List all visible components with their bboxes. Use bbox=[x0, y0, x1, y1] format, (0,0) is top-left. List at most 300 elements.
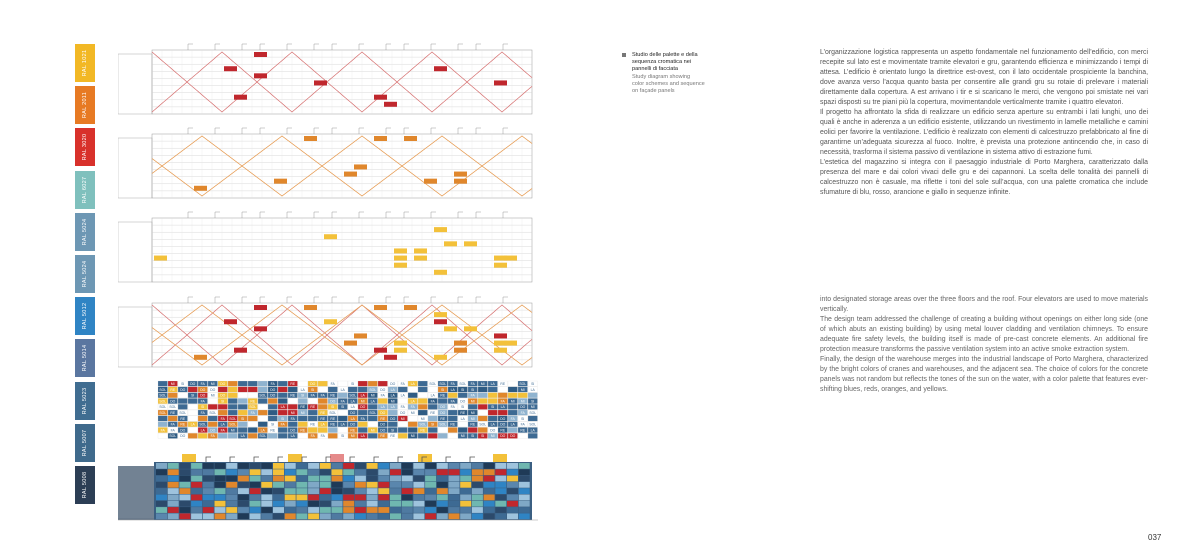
highlighted-panel bbox=[494, 341, 507, 346]
facade-panel bbox=[343, 507, 354, 513]
chimney bbox=[287, 212, 292, 218]
facade-panel bbox=[484, 488, 495, 494]
note-label: RE bbox=[300, 428, 306, 433]
facade-panel bbox=[355, 501, 366, 507]
highlighted-panel bbox=[394, 248, 407, 253]
facade-panel bbox=[449, 501, 460, 507]
facade-panel bbox=[413, 463, 424, 469]
facade-panel bbox=[437, 463, 448, 469]
note-panel bbox=[208, 422, 218, 427]
facade-panel bbox=[390, 476, 401, 482]
note-panel bbox=[478, 416, 488, 421]
facade-panel bbox=[484, 513, 495, 519]
facade-panel bbox=[168, 482, 179, 488]
note-panel bbox=[498, 410, 508, 415]
facade-panel bbox=[449, 495, 460, 501]
note-panel bbox=[238, 422, 248, 427]
note-panel bbox=[248, 416, 258, 421]
facade-panel bbox=[413, 488, 424, 494]
note-panel bbox=[518, 393, 528, 398]
note-label: DO bbox=[390, 382, 396, 386]
note-label: DO bbox=[210, 387, 216, 392]
facade-panel bbox=[250, 463, 261, 469]
chimney bbox=[287, 44, 292, 50]
note-label: LA bbox=[400, 393, 405, 398]
note-label: RE bbox=[440, 416, 446, 421]
highlighted-panel bbox=[454, 341, 467, 346]
facade-panel bbox=[507, 469, 518, 475]
swatch-label: RAL 5023 bbox=[82, 387, 88, 414]
note-label: DO bbox=[380, 411, 386, 415]
highlighted-panel bbox=[494, 263, 507, 268]
highlighted-panel bbox=[434, 270, 447, 275]
note-panel bbox=[278, 393, 288, 398]
note-panel bbox=[298, 422, 308, 427]
facade-panel bbox=[437, 482, 448, 488]
highlighted-panel bbox=[304, 305, 317, 310]
note-panel bbox=[338, 410, 348, 415]
chimney bbox=[503, 128, 508, 134]
note-panel bbox=[208, 416, 218, 421]
chimney bbox=[215, 128, 220, 134]
chimney bbox=[458, 44, 463, 50]
facade-panel bbox=[156, 507, 167, 513]
facade-panel bbox=[168, 488, 179, 494]
note-label: SOL bbox=[159, 399, 167, 404]
note-panel bbox=[268, 433, 278, 438]
facade-panel bbox=[402, 476, 413, 482]
facade-panel bbox=[460, 495, 471, 501]
note-label: LA bbox=[350, 405, 355, 410]
note-panel bbox=[418, 393, 428, 398]
note-label: SI bbox=[441, 387, 445, 392]
note-panel bbox=[248, 393, 258, 398]
note-label: RE bbox=[170, 411, 176, 415]
facade-panel bbox=[484, 482, 495, 488]
note-label: FA bbox=[450, 399, 455, 404]
note-panel bbox=[458, 393, 468, 398]
note-label: MI bbox=[470, 411, 475, 415]
note-label: DO bbox=[170, 399, 176, 404]
paragraph: The design team addressed the challenge of creating a building without openings on either long side (one of which abuts an existing building) by using metal louver cladding and ventilation chimneys. To ensure adequate fire safety levels, the building itself is made of pre-cast concrete elements. An additional fire protection measure transforms the passive ventilation system into an active smoke extraction system. bbox=[820, 316, 1148, 353]
note-panel bbox=[458, 422, 468, 427]
note-label: FA bbox=[470, 393, 475, 398]
note-panel bbox=[288, 404, 298, 409]
caption-english: Study diagram showing color schemes and sequence on façade panels bbox=[632, 73, 705, 95]
facade-panel bbox=[484, 495, 495, 501]
note-panel bbox=[158, 416, 168, 421]
note-label: DO bbox=[440, 405, 446, 410]
facade-panel bbox=[437, 501, 448, 507]
note-panel bbox=[248, 381, 258, 386]
note-label: SI bbox=[241, 416, 245, 421]
facade-panel bbox=[472, 488, 483, 494]
highlighted-panel bbox=[444, 326, 457, 331]
facade-panel bbox=[226, 507, 237, 513]
highlighted-panel bbox=[434, 312, 447, 317]
facade-panel bbox=[168, 513, 179, 519]
note-label: FA bbox=[280, 422, 285, 427]
highlighted-panel bbox=[434, 227, 447, 232]
note-panel bbox=[308, 416, 318, 421]
highlighted-panel bbox=[194, 186, 207, 191]
note-label: MI bbox=[360, 399, 365, 404]
note-label: LA bbox=[380, 405, 385, 410]
note-label: MI bbox=[420, 416, 425, 421]
facade-panel bbox=[261, 469, 272, 475]
note-label: LA bbox=[390, 405, 395, 410]
highlighted-panel bbox=[194, 355, 207, 360]
facade-panel bbox=[413, 495, 424, 501]
note-panel bbox=[478, 427, 488, 432]
highlighted-panel bbox=[464, 326, 477, 331]
note-panel bbox=[528, 393, 538, 398]
note-panel bbox=[288, 387, 298, 392]
facade-panel bbox=[495, 476, 506, 482]
note-label: LA bbox=[200, 428, 205, 433]
chimney bbox=[374, 457, 379, 462]
facade-panel bbox=[402, 469, 413, 475]
side-volume bbox=[118, 138, 152, 198]
chimney bbox=[458, 212, 463, 218]
note-label: MI bbox=[290, 411, 295, 415]
note-label: SI bbox=[331, 405, 335, 410]
note-label: SOL bbox=[459, 382, 467, 386]
facade-panel bbox=[495, 501, 506, 507]
facade-panel bbox=[332, 469, 343, 475]
note-label: RE bbox=[170, 387, 176, 392]
facade-panel bbox=[179, 476, 190, 482]
note-label: MI bbox=[530, 405, 535, 410]
swatch-label: RAL 5024 bbox=[82, 260, 88, 288]
note-label: FA bbox=[320, 393, 325, 398]
chimney bbox=[359, 128, 364, 134]
highlighted-panel bbox=[224, 66, 237, 71]
note-label: FA bbox=[400, 382, 405, 386]
note-label: MI bbox=[400, 416, 405, 421]
chimney bbox=[242, 297, 247, 303]
facade-panel bbox=[203, 501, 214, 507]
note-panel bbox=[398, 422, 408, 427]
note-label: DO bbox=[460, 399, 466, 404]
note-label: LA bbox=[490, 382, 495, 386]
facade-panel bbox=[460, 469, 471, 475]
facade-panel bbox=[390, 513, 401, 519]
facade-panel bbox=[507, 495, 518, 501]
facade-panel bbox=[495, 507, 506, 513]
note-label: SOL bbox=[249, 405, 257, 410]
facade-panel bbox=[460, 482, 471, 488]
facade-panel bbox=[238, 469, 249, 475]
facade-panel bbox=[320, 513, 331, 519]
note-panel bbox=[468, 404, 478, 409]
note-label: FA bbox=[250, 411, 255, 415]
note-label: SI bbox=[351, 382, 355, 386]
facade-panel bbox=[332, 482, 343, 488]
facade-panel bbox=[191, 513, 202, 519]
facade-panel bbox=[320, 507, 331, 513]
facade-panel bbox=[203, 488, 214, 494]
note-panel bbox=[258, 410, 268, 415]
note-label: RE bbox=[430, 411, 436, 415]
facade-panel bbox=[261, 507, 272, 513]
note-panel bbox=[238, 398, 248, 403]
facade-panel bbox=[507, 463, 518, 469]
facade-panel bbox=[332, 488, 343, 494]
facade-panel bbox=[296, 463, 307, 469]
note-label: MI bbox=[210, 382, 215, 386]
note-panel bbox=[288, 398, 298, 403]
color-swatch bbox=[75, 128, 95, 166]
chimney bbox=[188, 297, 193, 303]
color-swatch bbox=[75, 213, 95, 251]
facade-panel bbox=[156, 495, 167, 501]
note-panel bbox=[338, 381, 348, 386]
chimney bbox=[215, 212, 220, 218]
chimney bbox=[386, 128, 391, 134]
chimney bbox=[332, 128, 337, 134]
highlighted-panel bbox=[494, 333, 507, 338]
facade-panel bbox=[449, 463, 460, 469]
note-label: SI bbox=[181, 382, 185, 386]
note-panel bbox=[248, 387, 258, 392]
note-panel bbox=[338, 416, 348, 421]
note-panel bbox=[248, 427, 258, 432]
chimney bbox=[386, 44, 391, 50]
note-label: SOL bbox=[429, 382, 437, 386]
note-panel bbox=[338, 393, 348, 398]
chimney bbox=[359, 44, 364, 50]
note-panel bbox=[508, 410, 518, 415]
note-panel bbox=[278, 410, 288, 415]
elevation-red-sequence bbox=[118, 40, 538, 116]
facade-panel bbox=[437, 513, 448, 519]
note-panel bbox=[508, 393, 518, 398]
note-panel bbox=[258, 387, 268, 392]
facade-panel bbox=[320, 488, 331, 494]
note-label: FA bbox=[410, 405, 415, 410]
facade-panel bbox=[484, 469, 495, 475]
note-label: FA bbox=[160, 428, 165, 433]
highlighted-panel bbox=[254, 73, 267, 78]
note-label: DO bbox=[200, 393, 206, 398]
note-label: FA bbox=[200, 399, 205, 404]
facade-panel bbox=[460, 501, 471, 507]
note-label: SOL bbox=[179, 411, 187, 415]
facade-panel bbox=[238, 513, 249, 519]
highlighted-panel bbox=[394, 341, 407, 346]
facade-panel bbox=[226, 469, 237, 475]
facade-panel bbox=[378, 469, 389, 475]
chimney bbox=[215, 44, 220, 50]
highlighted-panel bbox=[424, 179, 437, 184]
swatch-label: RAL 5024 bbox=[82, 218, 88, 246]
note-label: DO bbox=[290, 428, 296, 433]
note-panel bbox=[488, 387, 498, 392]
note-panel bbox=[188, 387, 198, 392]
facade-panel bbox=[449, 482, 460, 488]
note-panel bbox=[268, 398, 278, 403]
facade-panel bbox=[215, 513, 226, 519]
note-panel bbox=[188, 433, 198, 438]
facade-panel bbox=[273, 501, 284, 507]
color-swatch-column bbox=[75, 44, 95, 508]
facade-panel bbox=[495, 495, 506, 501]
note-label: SI bbox=[531, 399, 535, 404]
chimney bbox=[260, 297, 265, 303]
chimney bbox=[386, 212, 391, 218]
facade-panel bbox=[378, 476, 389, 482]
note-panel bbox=[418, 404, 428, 409]
chimney bbox=[404, 212, 409, 218]
facade-panel bbox=[261, 476, 272, 482]
chimney bbox=[446, 457, 451, 462]
highlighted-panel bbox=[464, 241, 477, 246]
note-panel bbox=[478, 398, 488, 403]
facade-panel bbox=[320, 469, 331, 475]
note-label: SOL bbox=[479, 422, 487, 427]
facade-panel bbox=[425, 488, 436, 494]
note-label: LA bbox=[190, 422, 195, 427]
note-label: MI bbox=[210, 393, 215, 398]
note-label: DO bbox=[440, 411, 446, 415]
note-panel bbox=[198, 433, 208, 438]
chimney bbox=[188, 44, 193, 50]
note-panel bbox=[428, 404, 438, 409]
note-label: MI bbox=[300, 411, 305, 415]
facade-panel bbox=[273, 463, 284, 469]
note-label: RE bbox=[500, 382, 506, 386]
facade-panel bbox=[425, 495, 436, 501]
body-text-english bbox=[820, 295, 1148, 395]
facade-panel bbox=[296, 488, 307, 494]
facade-panel bbox=[179, 463, 190, 469]
note-panel bbox=[168, 393, 178, 398]
chimney bbox=[242, 212, 247, 218]
facade-panel bbox=[378, 513, 389, 519]
note-panel bbox=[248, 433, 258, 438]
note-label: DO bbox=[490, 428, 496, 433]
facade-panel bbox=[390, 507, 401, 513]
note-panel bbox=[278, 433, 288, 438]
highlighted-panel bbox=[434, 319, 447, 324]
highlighted-panel bbox=[234, 95, 247, 100]
note-label: LA bbox=[390, 387, 395, 392]
highlighted-panel bbox=[254, 52, 267, 57]
facade-panel bbox=[495, 463, 506, 469]
elevation-yellow-sequence bbox=[118, 208, 538, 284]
note-panel bbox=[388, 422, 398, 427]
note-label: SOL bbox=[209, 411, 217, 415]
facade-panel bbox=[296, 469, 307, 475]
side-volume bbox=[118, 307, 152, 367]
facade-panel bbox=[238, 482, 249, 488]
swatch-label: RAL 5014 bbox=[82, 344, 88, 372]
note-label: MI bbox=[370, 428, 375, 433]
note-label: RE bbox=[180, 416, 186, 421]
facade-panel bbox=[425, 482, 436, 488]
note-panel bbox=[448, 410, 458, 415]
chimney bbox=[431, 44, 436, 50]
facade-panel bbox=[156, 476, 167, 482]
facade-panel bbox=[402, 501, 413, 507]
note-label: RE bbox=[500, 428, 506, 433]
facade-panel bbox=[449, 469, 460, 475]
note-panel bbox=[228, 410, 238, 415]
facade-panel bbox=[449, 488, 460, 494]
rooftop-volume bbox=[418, 454, 432, 462]
note-label: SI bbox=[191, 393, 195, 398]
note-label: LA bbox=[290, 434, 295, 439]
facade-panel bbox=[332, 513, 343, 519]
note-label: MI bbox=[170, 382, 175, 386]
note-label: RE bbox=[440, 393, 446, 398]
note-label: FA bbox=[170, 428, 175, 433]
note-label: SI bbox=[531, 382, 535, 386]
note-panel bbox=[308, 427, 318, 432]
note-label: DO bbox=[360, 405, 366, 410]
facade-panel bbox=[296, 495, 307, 501]
color-swatch bbox=[75, 171, 95, 209]
facade-panel bbox=[168, 476, 179, 482]
note-label: RE bbox=[320, 411, 326, 415]
facade-panel bbox=[355, 488, 366, 494]
rooftop-volume bbox=[288, 454, 302, 462]
highlighted-panel bbox=[384, 355, 397, 360]
facade-panel bbox=[203, 463, 214, 469]
note-label: SI bbox=[341, 405, 345, 410]
facade-panel bbox=[215, 495, 226, 501]
note-panel bbox=[508, 427, 518, 432]
paragraph: Il progetto ha affrontato la sfida di realizzare un edificio senza aperture su entrambi i lati lunghi, uno dei quali è anche in aderenza a un edificio esistente, utilizzando un rivestimento in lamelle metalliche e camini eolici per favorire la ventilazione. L’edificio è realizzato con elementi di calcestruzzo prefabbricato al fine di garantirne un’adeguata sicurezza al fuoco. Inoltre, è prevista una protezione antincendio che, in caso di necessità, trasforma il sistema passivo di ventilazione in sistema attivo di estrazione fumi. bbox=[820, 109, 1148, 156]
note-panel bbox=[168, 416, 178, 421]
note-label: SOL bbox=[259, 393, 267, 398]
facade-panel bbox=[156, 469, 167, 475]
highlighted-panel bbox=[344, 172, 357, 177]
paragraph: into designated storage areas over the three floors and the roof. Four elevators are used to move materials vertically. bbox=[820, 296, 1148, 313]
note-label: RE bbox=[330, 416, 336, 421]
facade-panel bbox=[484, 507, 495, 513]
highlighted-panel bbox=[234, 348, 247, 353]
facade-panel bbox=[449, 513, 460, 519]
facade-panel bbox=[472, 513, 483, 519]
chimney bbox=[206, 457, 211, 462]
note-label: SOL bbox=[199, 422, 207, 427]
facade-panel bbox=[250, 501, 261, 507]
facade-panel bbox=[308, 501, 319, 507]
note-label: DO bbox=[270, 387, 276, 392]
facade-panel bbox=[378, 507, 389, 513]
facade-panel bbox=[425, 463, 436, 469]
note-panel bbox=[158, 422, 168, 427]
note-label: DO bbox=[350, 411, 356, 415]
facade-panel bbox=[484, 463, 495, 469]
note-panel bbox=[288, 422, 298, 427]
note-label: SOL bbox=[439, 382, 447, 386]
facade-panel bbox=[215, 488, 226, 494]
chimney bbox=[431, 297, 436, 303]
note-panel bbox=[478, 393, 488, 398]
note-label: SI bbox=[221, 399, 225, 404]
facade-panel bbox=[273, 507, 284, 513]
note-panel bbox=[428, 433, 438, 438]
highlighted-panel bbox=[374, 305, 387, 310]
facade-panel bbox=[367, 476, 378, 482]
note-panel bbox=[258, 381, 268, 386]
facade-panel bbox=[367, 501, 378, 507]
facade-panel bbox=[343, 469, 354, 475]
facade-panel bbox=[332, 476, 343, 482]
